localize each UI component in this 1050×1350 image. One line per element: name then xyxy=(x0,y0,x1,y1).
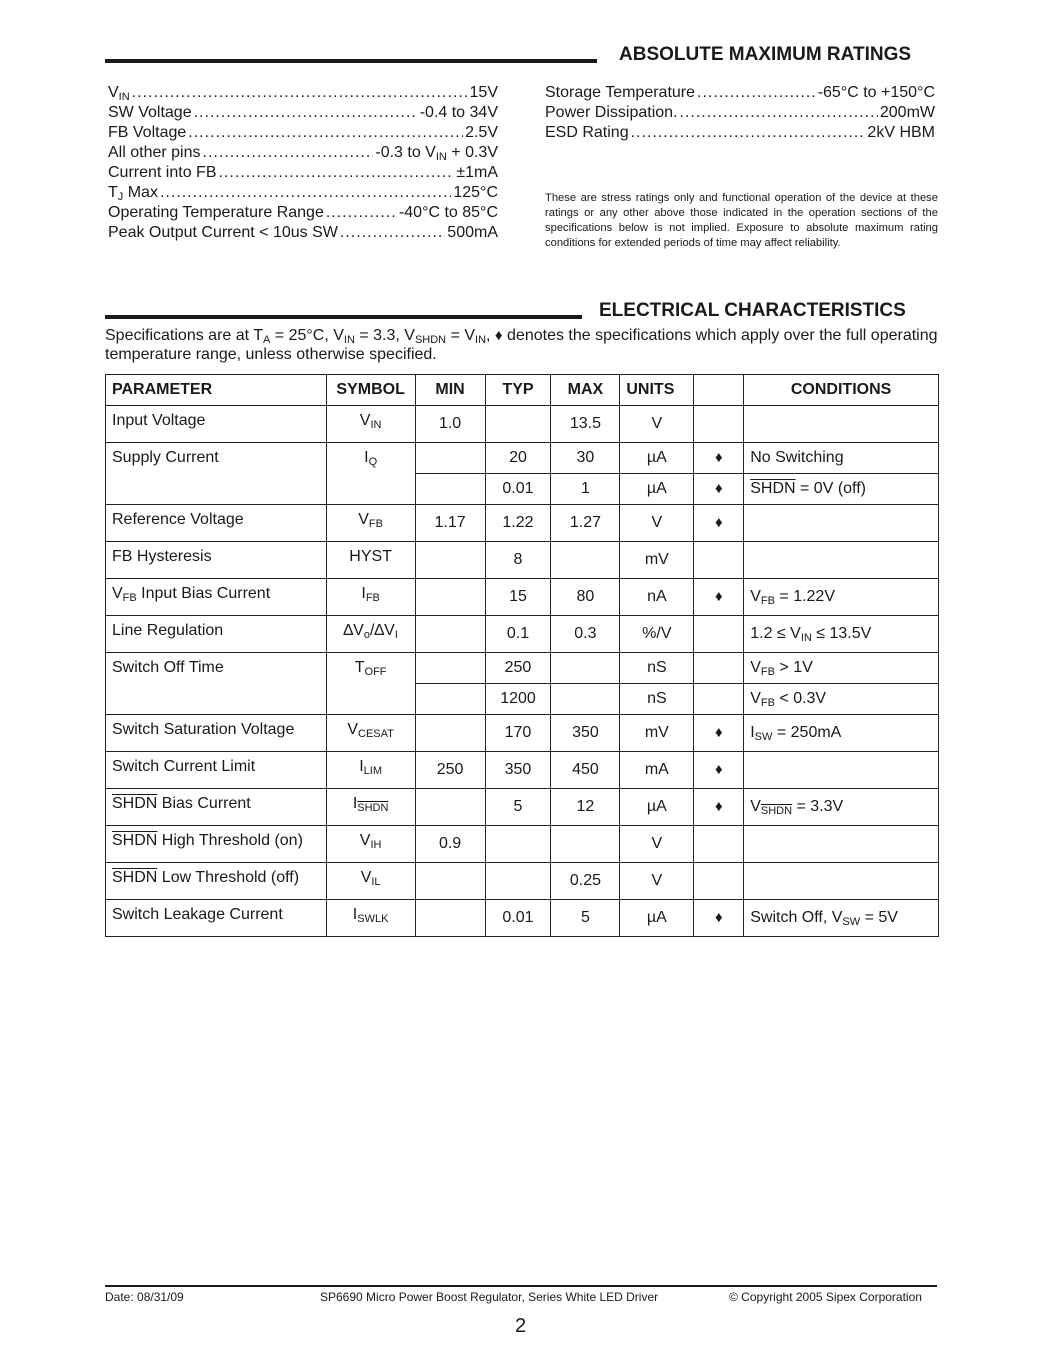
max-cell xyxy=(551,653,620,684)
conditions-cell: Switch Off, $V_{SW} = 5V$ xyxy=(744,900,939,937)
units-cell: V xyxy=(620,826,694,863)
typ-cell xyxy=(485,863,551,900)
max-cell: 1 xyxy=(551,474,620,505)
table-row xyxy=(106,505,939,542)
leader-dots xyxy=(160,184,451,202)
typ-cell xyxy=(485,826,551,863)
typ-cell: 0.1 xyxy=(485,616,551,653)
col-typ: TYP xyxy=(485,375,551,406)
rating-label: SW Voltage xyxy=(108,104,192,121)
typ-cell: 1.22 xyxy=(485,505,551,542)
symbol-cell: HYST xyxy=(326,542,415,579)
rating-vin xyxy=(108,84,498,104)
param-cell: Switch Leakage Current xyxy=(106,900,327,937)
max-cell: 0.3 xyxy=(551,616,620,653)
max-cell xyxy=(551,684,620,715)
col-parameter: PARAMETER xyxy=(106,375,327,406)
leader-dots xyxy=(188,124,463,142)
param-cell: Switch Current Limit xyxy=(106,752,327,789)
amr-rule xyxy=(105,59,597,63)
units-cell: V xyxy=(620,863,694,900)
max-cell: 1.27 xyxy=(551,505,620,542)
conditions-cell: $1.2 \le V_{IN} \le 13.5V$ xyxy=(744,616,939,653)
rating-storage-temp xyxy=(545,84,935,104)
units-cell: mA xyxy=(620,752,694,789)
min-cell xyxy=(415,579,485,616)
diamond-cell xyxy=(694,443,744,474)
col-conditions: CONDITIONS xyxy=(744,375,939,406)
min-cell xyxy=(415,443,485,474)
rating-value: ±1mA xyxy=(456,164,498,181)
symbol-cell: $I_{SHDN}$ xyxy=(326,789,415,826)
units-cell: %/V xyxy=(620,616,694,653)
rating-sw-voltage xyxy=(108,104,498,124)
col-min: MIN xyxy=(415,375,485,406)
col-max: MAX xyxy=(551,375,620,406)
diamond-icon: ♦ xyxy=(714,480,723,497)
conditions-cell xyxy=(744,542,939,579)
max-cell: 0.25 xyxy=(551,863,620,900)
rating-value: 500mA xyxy=(447,224,498,241)
diamond-cell xyxy=(694,715,744,752)
diamond-icon: ♦ xyxy=(714,514,723,531)
diamond-icon: ♦ xyxy=(714,449,723,466)
diamond-cell xyxy=(694,684,744,715)
units-cell: V xyxy=(620,505,694,542)
table-row xyxy=(106,863,939,900)
symbol-cell: $V_{IL}$ xyxy=(326,863,415,900)
typ-cell xyxy=(485,406,551,443)
conditions-cell xyxy=(744,752,939,789)
rating-label: FB Voltage xyxy=(108,124,187,141)
typ-cell: 5 xyxy=(485,789,551,826)
symbol-cell: $V_{IN}$ xyxy=(326,406,415,443)
typ-cell: 8 xyxy=(485,542,551,579)
max-cell: 350 xyxy=(551,715,620,752)
diamond-cell xyxy=(694,900,744,937)
param-cell: Switch Off Time xyxy=(106,653,327,715)
diamond-icon: ♦ xyxy=(494,327,503,344)
conditions-cell xyxy=(744,826,939,863)
typ-cell: 350 xyxy=(485,752,551,789)
symbol-cell: $I_{SWLK}$ xyxy=(326,900,415,937)
min-cell: 250 xyxy=(415,752,485,789)
max-cell: 450 xyxy=(551,752,620,789)
ec-title: ELECTRICAL CHARACTERISTICS xyxy=(599,300,906,321)
diamond-cell xyxy=(694,542,744,579)
rating-value: 15V xyxy=(469,84,498,101)
rating-value: 2kV HBM xyxy=(867,124,935,141)
param-cell: Supply Current xyxy=(106,443,327,505)
rating-value: -40°C to 85°C xyxy=(398,204,498,221)
table-row xyxy=(106,579,939,616)
rating-fb-voltage xyxy=(108,124,498,144)
symbol-cell: $I_{LIM}$ xyxy=(326,752,415,789)
leader-dots xyxy=(697,84,816,102)
conditions-cell xyxy=(744,863,939,900)
param-cell: $V_{FB}$ Input Bias Current xyxy=(106,579,327,616)
rating-current-fb xyxy=(108,164,498,184)
min-cell xyxy=(415,474,485,505)
conditions-cell: No Switching xyxy=(744,443,939,474)
table-row xyxy=(106,542,939,579)
max-cell: 5 xyxy=(551,900,620,937)
min-cell xyxy=(415,900,485,937)
units-cell: µA xyxy=(620,474,694,505)
conditions-cell xyxy=(744,406,939,443)
symbol-cell: $V_{IH}$ xyxy=(326,826,415,863)
diamond-cell xyxy=(694,616,744,653)
table-header-row xyxy=(106,375,939,406)
param-cell: Switch Saturation Voltage xyxy=(106,715,327,752)
leader-dots xyxy=(203,144,374,162)
diamond-cell xyxy=(694,863,744,900)
table-row xyxy=(106,715,939,752)
diamond-icon: ♦ xyxy=(714,798,723,815)
footer-date: Date: 08/31/09 xyxy=(105,1290,184,1304)
footer-copyright: © Copyright 2005 Sipex Corporation xyxy=(729,1290,922,1304)
units-cell: nS xyxy=(620,653,694,684)
conditions-cell: $V_{SHDN} = 3.3V$ xyxy=(744,789,939,826)
symbol-cell: $I_Q$ xyxy=(326,443,415,505)
conditions-cell xyxy=(744,505,939,542)
leader-dots xyxy=(631,124,866,142)
rating-tj-max xyxy=(108,184,498,204)
max-cell: 30 xyxy=(551,443,620,474)
diamond-icon: ♦ xyxy=(714,724,723,741)
diamond-cell xyxy=(694,406,744,443)
max-cell xyxy=(551,826,620,863)
page-number: 2 xyxy=(515,1315,527,1337)
param-cell: Input Voltage xyxy=(106,406,327,443)
footer-rule xyxy=(105,1285,937,1287)
diamond-cell xyxy=(694,505,744,542)
table-row xyxy=(106,616,939,653)
symbol-cell: $V_{CESAT}$ xyxy=(326,715,415,752)
col-symbol: SYMBOL xyxy=(326,375,415,406)
ec-intro: Specifications are at $T_A = 25^\circ C$, $V_{IN} = 3.3$, $V_{SHDN} = V_{IN}$, ♦ denotes the specifications which apply over the full operating temperature range, unless otherwise specified. xyxy=(105,327,938,363)
param-cell: SHDN Low Threshold (off) xyxy=(106,863,327,900)
leader-dots xyxy=(194,104,418,122)
table-row xyxy=(106,789,939,826)
symbol-cell: $I_{FB}$ xyxy=(326,579,415,616)
typ-cell: 170 xyxy=(485,715,551,752)
min-cell xyxy=(415,789,485,826)
rating-power-dissipation xyxy=(545,104,935,124)
typ-cell: 15 xyxy=(485,579,551,616)
units-cell: mV xyxy=(620,715,694,752)
rating-value: -0.4 to 34V xyxy=(419,104,498,121)
min-cell: 0.9 xyxy=(415,826,485,863)
diamond-cell xyxy=(694,789,744,826)
col-units: UNITS xyxy=(620,375,694,406)
table-row xyxy=(106,752,939,789)
conditions-cell: SHDN = 0V (off) xyxy=(744,474,939,505)
rating-value: -65°C to +150°C xyxy=(817,84,935,101)
typ-cell: 250 xyxy=(485,653,551,684)
max-cell: 13.5 xyxy=(551,406,620,443)
param-cell: FB Hysteresis xyxy=(106,542,327,579)
param-cell: Line Regulation xyxy=(106,616,327,653)
table-row xyxy=(106,443,939,474)
table-row xyxy=(106,826,939,863)
rating-label: $V_{IN}$ xyxy=(108,84,130,103)
units-cell: µA xyxy=(620,443,694,474)
typ-cell: 0.01 xyxy=(485,474,551,505)
min-cell xyxy=(415,653,485,684)
typ-cell: 0.01 xyxy=(485,900,551,937)
diamond-cell xyxy=(694,653,744,684)
diamond-cell xyxy=(694,474,744,505)
rating-value: -0.3 to $V_{IN} + 0.3V$ xyxy=(375,144,498,163)
param-cell: SHDN High Threshold (on) xyxy=(106,826,327,863)
units-cell: µA xyxy=(620,900,694,937)
conditions-cell: $I_{SW} = 250mA$ xyxy=(744,715,939,752)
table-row xyxy=(106,900,939,937)
rating-label: ESD Rating xyxy=(545,124,629,141)
max-cell xyxy=(551,542,620,579)
ec-table xyxy=(105,374,939,937)
rating-value: 125°C xyxy=(453,184,498,201)
min-cell xyxy=(415,684,485,715)
min-cell: 1.0 xyxy=(415,406,485,443)
rating-label: Peak Output Current < 10us SW xyxy=(108,224,338,241)
leader-dots xyxy=(680,104,878,122)
rating-label: Current into FB xyxy=(108,164,217,181)
min-cell xyxy=(415,616,485,653)
col-diamond xyxy=(694,375,744,406)
symbol-cell: $T_{OFF}$ xyxy=(326,653,415,715)
units-cell: nA xyxy=(620,579,694,616)
rating-esd xyxy=(545,124,935,144)
conditions-cell: $V_{FB} < 0.3V$ xyxy=(744,684,939,715)
rating-label: Operating Temperature Range xyxy=(108,204,324,221)
diamond-icon: ♦ xyxy=(714,909,723,926)
min-cell: 1.17 xyxy=(415,505,485,542)
min-cell xyxy=(415,715,485,752)
diamond-icon: ♦ xyxy=(714,588,723,605)
rating-other-pins xyxy=(108,144,498,164)
units-cell: nS xyxy=(620,684,694,715)
diamond-cell xyxy=(694,579,744,616)
typ-cell: 20 xyxy=(485,443,551,474)
min-cell xyxy=(415,542,485,579)
diamond-cell xyxy=(694,752,744,789)
footer-title: SP6690 Micro Power Boost Regulator, Series White LED Driver xyxy=(320,1290,659,1304)
rating-label: Power Dissipation. xyxy=(545,104,678,121)
table-row xyxy=(106,653,939,684)
rating-op-temp xyxy=(108,204,498,224)
leader-dots xyxy=(218,164,454,182)
max-cell: 80 xyxy=(551,579,620,616)
param-cell: Reference Voltage xyxy=(106,505,327,542)
rating-value: 2.5V xyxy=(465,124,498,141)
min-cell xyxy=(415,863,485,900)
rating-value: 200mW xyxy=(879,104,935,121)
diamond-icon: ♦ xyxy=(714,761,723,778)
units-cell: V xyxy=(620,406,694,443)
units-cell: µA xyxy=(620,789,694,826)
conditions-cell: $V_{FB} = 1.22V$ xyxy=(744,579,939,616)
leader-dots xyxy=(326,204,397,222)
leader-dots xyxy=(132,84,468,102)
amr-title: ABSOLUTE MAXIMUM RATINGS xyxy=(619,44,912,65)
stress-note: These are stress ratings only and functional operation of the device at these ratings or any other above those indicated in the operation sections of the specifications below is not implied. Exposure to absolute maximum rating conditions for extended periods of time may affect reliability. xyxy=(545,192,938,249)
symbol-cell: $V_{FB}$ xyxy=(326,505,415,542)
units-cell: mV xyxy=(620,542,694,579)
ec-rule xyxy=(105,315,582,319)
param-cell: SHDN Bias Current xyxy=(106,789,327,826)
rating-label: All other pins xyxy=(108,144,201,161)
diamond-cell xyxy=(694,826,744,863)
table-row xyxy=(106,406,939,443)
max-cell: 12 xyxy=(551,789,620,826)
rating-label: Storage Temperature xyxy=(545,84,696,101)
rating-peak-current xyxy=(108,224,498,244)
leader-dots xyxy=(340,224,445,242)
typ-cell: 1200 xyxy=(485,684,551,715)
symbol-cell: $\Delta V_o/\Delta V_I$ xyxy=(326,616,415,653)
conditions-cell: $V_{FB} > 1V$ xyxy=(744,653,939,684)
rating-label: $T_J$ Max xyxy=(108,184,158,203)
